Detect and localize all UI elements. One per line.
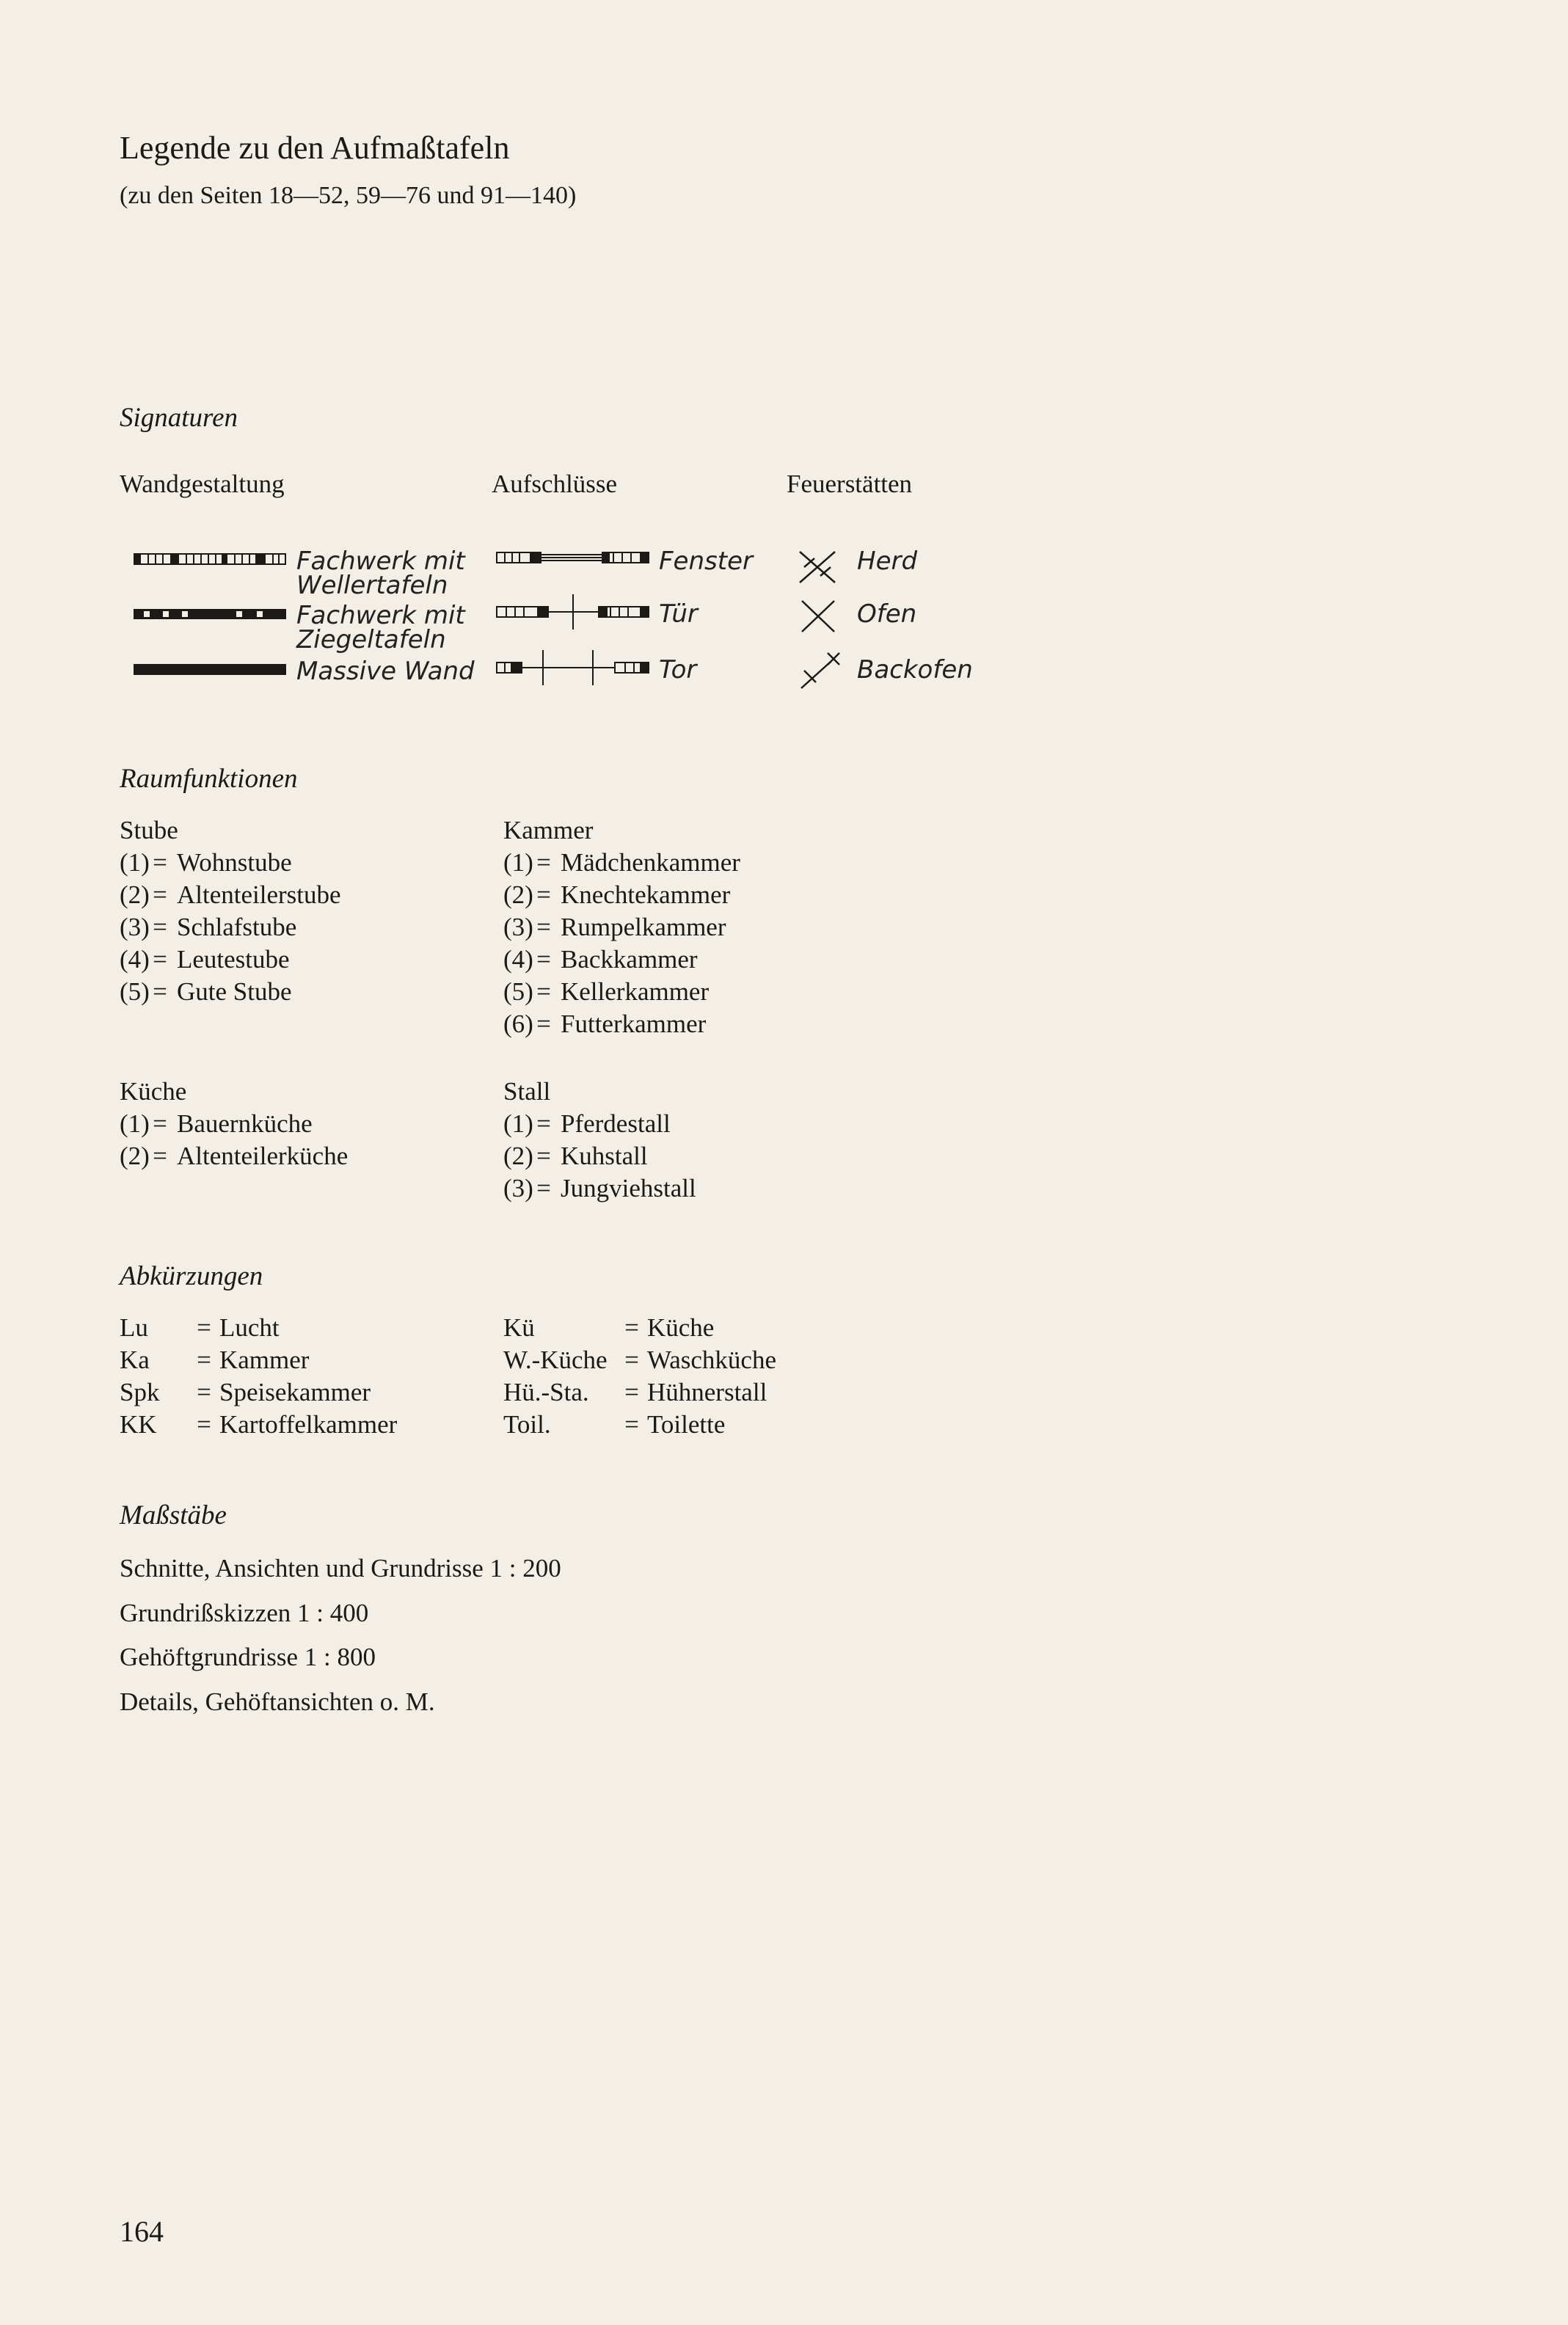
group-title: Stube: [120, 816, 178, 844]
page-subtitle: (zu den Seiten 18—52, 59—76 und 91—140): [120, 182, 577, 209]
aufschluss-label-tuer: Tür: [659, 599, 698, 629]
list-item: (2) = Altenteilerküche: [120, 1142, 349, 1170]
list-item: (1) = Mädchenkammer: [503, 848, 740, 877]
column-heading-wandgestaltung: Wandgestaltung: [120, 470, 285, 498]
wand-label-2-line2: Ziegeltafeln: [296, 625, 446, 654]
page-title: Legende zu den Aufmaßtafeln: [120, 130, 510, 166]
wand-label-3: Massive Wand: [296, 657, 475, 686]
section-heading-raumfunktionen: Raumfunktionen: [120, 764, 298, 794]
column-heading-aufschluesse: Aufschlüsse: [492, 470, 618, 498]
scale-item: Grundrißskizzen 1 : 400: [120, 1599, 369, 1627]
feuer-label-backofen: Backofen: [857, 655, 973, 685]
group-title: Stall: [503, 1077, 551, 1106]
tuer-symbol: [496, 593, 650, 631]
page-number: 164: [120, 2215, 164, 2248]
list-item: Lu = Lucht: [120, 1313, 280, 1342]
list-item: Ka = Kammer: [120, 1346, 310, 1374]
abbreviations-right: [503, 1312, 776, 1441]
feuer-label-ofen: Ofen: [857, 599, 917, 629]
wand-label-1-line2: Wellertafeln: [296, 571, 448, 600]
feuer-label-herd: Herd: [857, 547, 918, 576]
massive-wand-symbol: [134, 662, 286, 676]
list-item: (3) = Rumpelkammer: [503, 913, 726, 941]
ofen-icon: [800, 599, 836, 634]
list-item: (4) = Leutestube: [120, 945, 290, 974]
list-item: Spk = Speisekammer: [120, 1378, 371, 1406]
room-group-stall: [503, 1076, 696, 1205]
list-item: (1) = Wohnstube: [120, 848, 292, 877]
list-item: (6) = Futterkammer: [503, 1010, 707, 1038]
scale-item: Schnitte, Ansichten und Grundrisse 1 : 200: [120, 1554, 561, 1583]
room-group-kueche: [120, 1076, 348, 1172]
scale-item: Gehöftgrundrisse 1 : 800: [120, 1643, 376, 1671]
wand-label-1-line1: Fachwerk mit: [296, 547, 465, 576]
fachwerk-ziegeltafeln-symbol: [134, 607, 286, 621]
list-item: Toil. = Toilette: [503, 1410, 726, 1439]
section-heading-signaturen: Signaturen: [120, 403, 238, 433]
wand-label-2-line1: Fachwerk mit: [296, 601, 465, 630]
list-item: (2) = Altenteilerstube: [120, 880, 341, 909]
tor-symbol: [496, 649, 650, 687]
list-item: (1) = Pferdestall: [503, 1109, 671, 1138]
list-item: (3) = Jungviehstall: [503, 1174, 696, 1202]
list-item: (5) = Gute Stube: [120, 977, 292, 1006]
list-item: Kü = Küche: [503, 1313, 715, 1342]
list-item: (3) = Schlafstube: [120, 913, 297, 941]
list-item: (5) = Kellerkammer: [503, 977, 710, 1006]
section-heading-massstaebe: Maßstäbe: [120, 1500, 227, 1530]
column-heading-feuerstaetten: Feuerstätten: [787, 470, 913, 498]
fachwerk-wellertafeln-symbol: [134, 552, 286, 566]
list-item: W.-Küche = Waschküche: [503, 1346, 776, 1374]
list-item: KK = Kartoffelkammer: [120, 1410, 398, 1439]
scale-item: Details, Gehöftansichten o. M.: [120, 1687, 435, 1716]
list-item: (1) = Bauernküche: [120, 1109, 313, 1138]
fenster-symbol: [496, 549, 650, 566]
abbreviations-left: [120, 1312, 397, 1441]
group-title: Kammer: [503, 816, 594, 844]
section-heading-abkuerzungen: Abkürzungen: [120, 1261, 263, 1291]
room-group-stube: [120, 814, 341, 1008]
list-item: (2) = Knechtekammer: [503, 880, 731, 909]
backofen-icon: [798, 650, 842, 691]
room-group-kammer: [503, 814, 740, 1040]
aufschluss-label-fenster: Fenster: [659, 547, 753, 576]
aufschluss-label-tor: Tor: [659, 655, 697, 685]
herd-icon: [797, 549, 838, 585]
list-item: (4) = Backkammer: [503, 945, 698, 974]
list-item: Hü.-Sta. = Hühnerstall: [503, 1378, 767, 1406]
group-title: Küche: [120, 1077, 187, 1106]
list-item: (2) = Kuhstall: [503, 1142, 648, 1170]
